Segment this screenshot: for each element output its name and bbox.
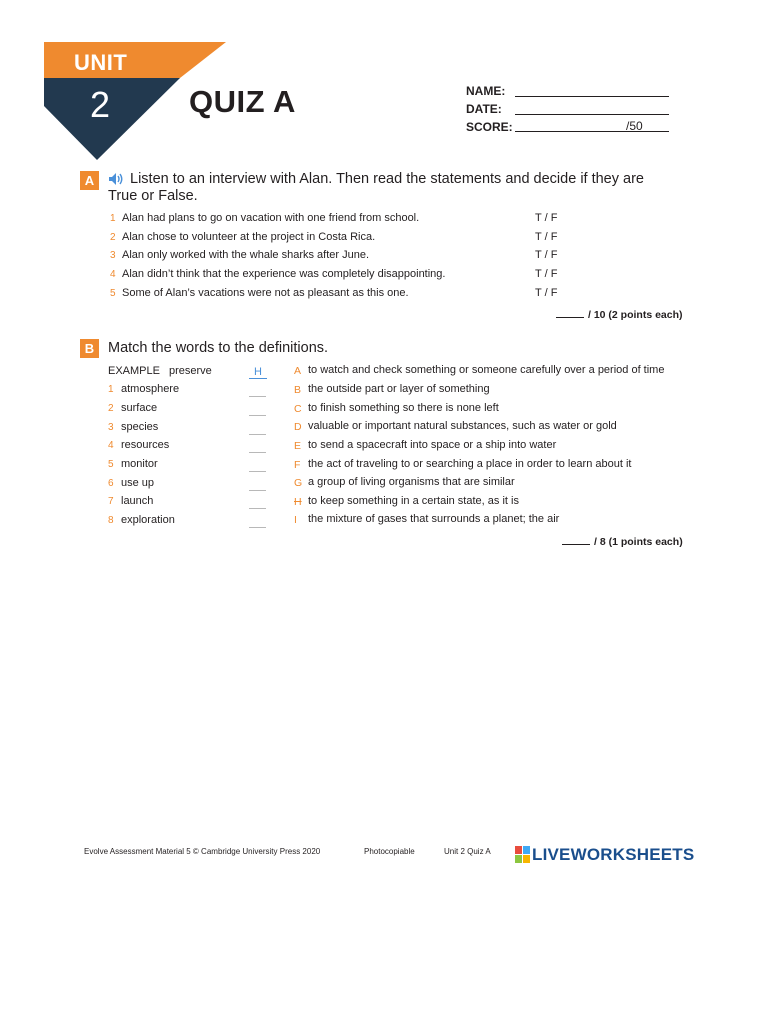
definition: a group of living organisms that are similar: [308, 476, 515, 488]
answer-blank[interactable]: [249, 490, 266, 491]
item-number: 2: [110, 232, 116, 243]
word-number: 4: [108, 440, 114, 451]
name-label: NAME:: [466, 84, 506, 98]
word: surface: [121, 402, 158, 414]
unit-label: UNIT: [74, 50, 128, 75]
section-b-points: [562, 536, 683, 548]
definition: the mixture of gases that surrounds a planet; the air: [308, 513, 560, 525]
word-number: 1: [108, 384, 114, 395]
definition: the outside part or layer of something: [308, 383, 490, 395]
score-field[interactable]: [515, 131, 669, 132]
true-false-choice[interactable]: T / F: [535, 268, 558, 280]
item-number: 1: [110, 213, 116, 224]
true-false-choice[interactable]: T / F: [535, 212, 558, 224]
answer-blank[interactable]: [249, 527, 266, 528]
section-a-letter: A: [80, 171, 99, 190]
footer-page-label: Unit 2 Quiz A: [444, 847, 491, 856]
item-number: 3: [110, 250, 116, 261]
definition-letter: A: [294, 365, 302, 377]
points-blank[interactable]: [562, 544, 590, 545]
statement: Alan didn’t think that the experience was completely disappointing.: [122, 268, 446, 280]
answer-blank[interactable]: [249, 452, 266, 453]
quiz-title: QUIZ A: [189, 84, 296, 119]
word-number: 5: [108, 459, 114, 470]
definition-letter: F: [294, 459, 301, 471]
example-answer: H: [249, 366, 267, 379]
word: launch: [121, 495, 154, 507]
score-label: SCORE:: [466, 120, 513, 134]
statement: Alan chose to volunteer at the project in Costa Rica.: [122, 231, 376, 243]
footer-photocopiable: Photocopiable: [364, 847, 415, 856]
section-a-instruction: Listen to an interview with Alan. Then read the statements and decide if they are: [130, 171, 644, 187]
section-a-instruction-cont: True or False.: [108, 188, 198, 204]
definition: to keep something in a certain state, as it is: [308, 495, 519, 507]
word: use up: [121, 477, 155, 489]
word-number: 3: [108, 422, 114, 433]
unit-number: 2: [90, 84, 111, 125]
word: exploration: [121, 514, 175, 526]
word-number: 7: [108, 496, 114, 507]
answer-blank[interactable]: [249, 471, 266, 472]
word: species: [121, 421, 159, 433]
definition: the act of traveling to or searching a place in order to learn about it: [308, 458, 632, 470]
definition-letter: E: [294, 440, 302, 452]
definition: to finish something so there is none left: [308, 402, 499, 414]
footer-copyright: Evolve Assessment Material 5 © Cambridge University Press 2020: [84, 847, 321, 856]
word-number: 8: [108, 515, 114, 526]
points-blank[interactable]: [556, 317, 584, 318]
date-label: DATE:: [466, 102, 502, 116]
speaker-icon[interactable]: [108, 172, 124, 186]
answer-blank[interactable]: [249, 508, 266, 509]
definition-letter: D: [294, 421, 302, 433]
item-number: 5: [110, 288, 116, 299]
word-number: 6: [108, 478, 114, 489]
true-false-choice[interactable]: T / F: [535, 287, 558, 299]
definition: to watch and check something or someone carefully over a period of time: [308, 364, 665, 376]
section-a-points: [556, 309, 683, 321]
name-field[interactable]: [515, 96, 669, 97]
word: resources: [121, 439, 170, 451]
liveworksheets-logo-text: LIVEWORKSHEETS: [532, 845, 695, 864]
item-number: 4: [110, 269, 116, 280]
example-label: EXAMPLE: [108, 365, 160, 377]
definition-letter: G: [294, 477, 303, 489]
definition: valuable or important natural substances, such as water or gold: [308, 420, 617, 432]
definition: to send a spacecraft into space or a ship into water: [308, 439, 557, 451]
definition-letter: B: [294, 384, 302, 396]
points-text: / 10 (2 points each): [588, 309, 683, 321]
date-field[interactable]: [515, 114, 669, 115]
definition-letter: C: [294, 403, 302, 415]
answer-blank[interactable]: [249, 396, 266, 397]
word: monitor: [121, 458, 158, 470]
word: atmosphere: [121, 383, 180, 395]
statement: Alan only worked with the whale sharks after June.: [122, 249, 370, 261]
definition-letter: I: [294, 514, 297, 526]
liveworksheets-logo-icon: [515, 846, 531, 864]
score-max: /50: [626, 119, 643, 133]
answer-blank[interactable]: [249, 434, 266, 435]
example-word: preserve: [169, 365, 212, 377]
statement: Some of Alan’s vacations were not as pleasant as this one.: [122, 287, 409, 299]
points-text: / 8 (1 points each): [594, 536, 683, 548]
true-false-choice[interactable]: T / F: [535, 249, 558, 261]
section-b-instruction: Match the words to the definitions.: [108, 340, 329, 356]
answer-blank[interactable]: [249, 415, 266, 416]
true-false-choice[interactable]: T / F: [535, 231, 558, 243]
definition-letter-used: H: [294, 496, 302, 508]
word-number: 2: [108, 403, 114, 414]
statement: Alan had plans to go on vacation with one friend from school.: [122, 212, 420, 224]
section-b-letter: B: [80, 339, 99, 358]
